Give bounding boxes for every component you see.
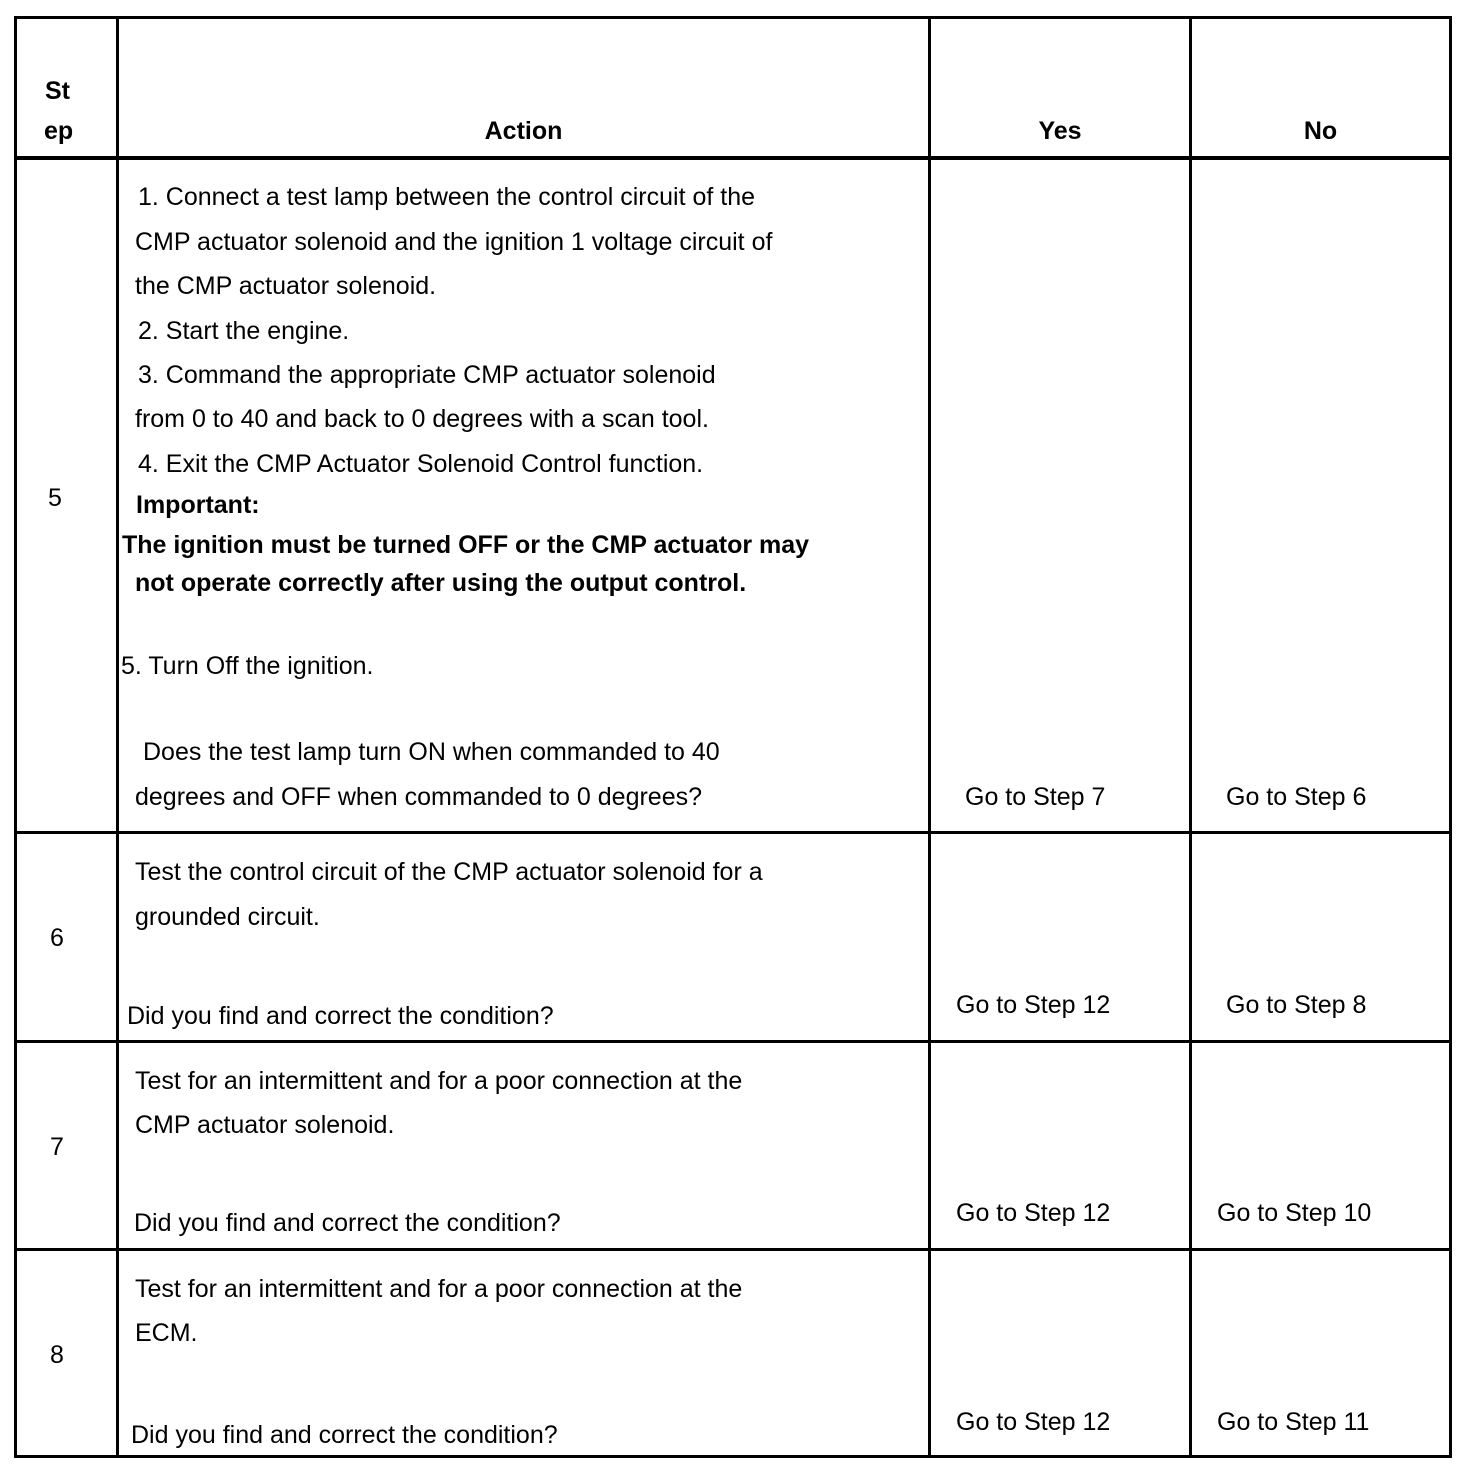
header-step-line1: St [45,77,70,105]
header-no: No [1303,117,1338,145]
step-number: 7 [50,1133,64,1161]
action-text: CMP actuator solenoid. [135,1111,395,1139]
grid-line [14,1040,1452,1043]
yes-result: Go to Step 12 [956,1408,1111,1436]
grid-line [1449,16,1452,1458]
question-text: Did you find and correct the condition? [127,1002,554,1030]
question-text: Did you find and correct the condition? [131,1421,558,1449]
grid-line [116,16,119,1458]
important-label: Important: [136,491,260,519]
yes-result: Go to Step 12 [956,1199,1111,1227]
action-text: 1. Connect a test lamp between the control circuit of the [138,183,756,211]
no-result: Go to Step 11 [1217,1408,1370,1436]
header-action: Action [484,117,563,145]
important-text: not operate correctly after using the output control. [135,569,747,597]
no-result: Go to Step 6 [1226,783,1367,811]
action-text: 5. Turn Off the ignition. [121,652,374,680]
grid-line [14,16,17,1458]
grid-line [928,16,931,1458]
grid-line [14,156,1452,160]
diagnostic-table [14,16,1452,1458]
no-result: Go to Step 10 [1217,1199,1372,1227]
question-text: degrees and OFF when commanded to 0 degrees? [135,783,703,811]
grid-line [1189,16,1192,1458]
action-text: CMP actuator solenoid and the ignition 1 voltage circuit of [135,228,773,256]
step-number: 6 [50,924,64,952]
action-text: Test for an intermittent and for a poor connection at the [135,1275,743,1303]
action-text: the CMP actuator solenoid. [135,272,437,300]
grid-line [14,831,1452,834]
grid-line [14,1455,1452,1458]
step-number: 8 [50,1341,64,1369]
header-yes: Yes [1038,117,1082,145]
no-result: Go to Step 8 [1226,991,1367,1019]
action-text: Test the control circuit of the CMP actuator solenoid for a [135,858,763,886]
important-text: The ignition must be turned OFF or the CMP actuator may [122,531,810,559]
question-text: Does the test lamp turn ON when commanded to 40 [143,738,720,766]
action-text: ECM. [135,1319,198,1347]
yes-result: Go to Step 12 [956,991,1111,1019]
grid-line [14,1248,1452,1251]
action-text: from 0 to 40 and back to 0 degrees with a scan tool. [135,405,709,433]
action-text: 4. Exit the CMP Actuator Solenoid Control function. [138,450,704,478]
action-text: grounded circuit. [135,903,320,931]
yes-result: Go to Step 7 [965,783,1106,811]
action-text: 3. Command the appropriate CMP actuator solenoid [138,361,716,389]
step-number: 5 [48,484,62,512]
action-text: Test for an intermittent and for a poor connection at the [135,1067,743,1095]
header-step-line2: ep [44,117,74,145]
question-text: Did you find and correct the condition? [134,1209,561,1237]
action-text: 2. Start the engine. [138,317,350,345]
grid-line [14,16,1452,19]
